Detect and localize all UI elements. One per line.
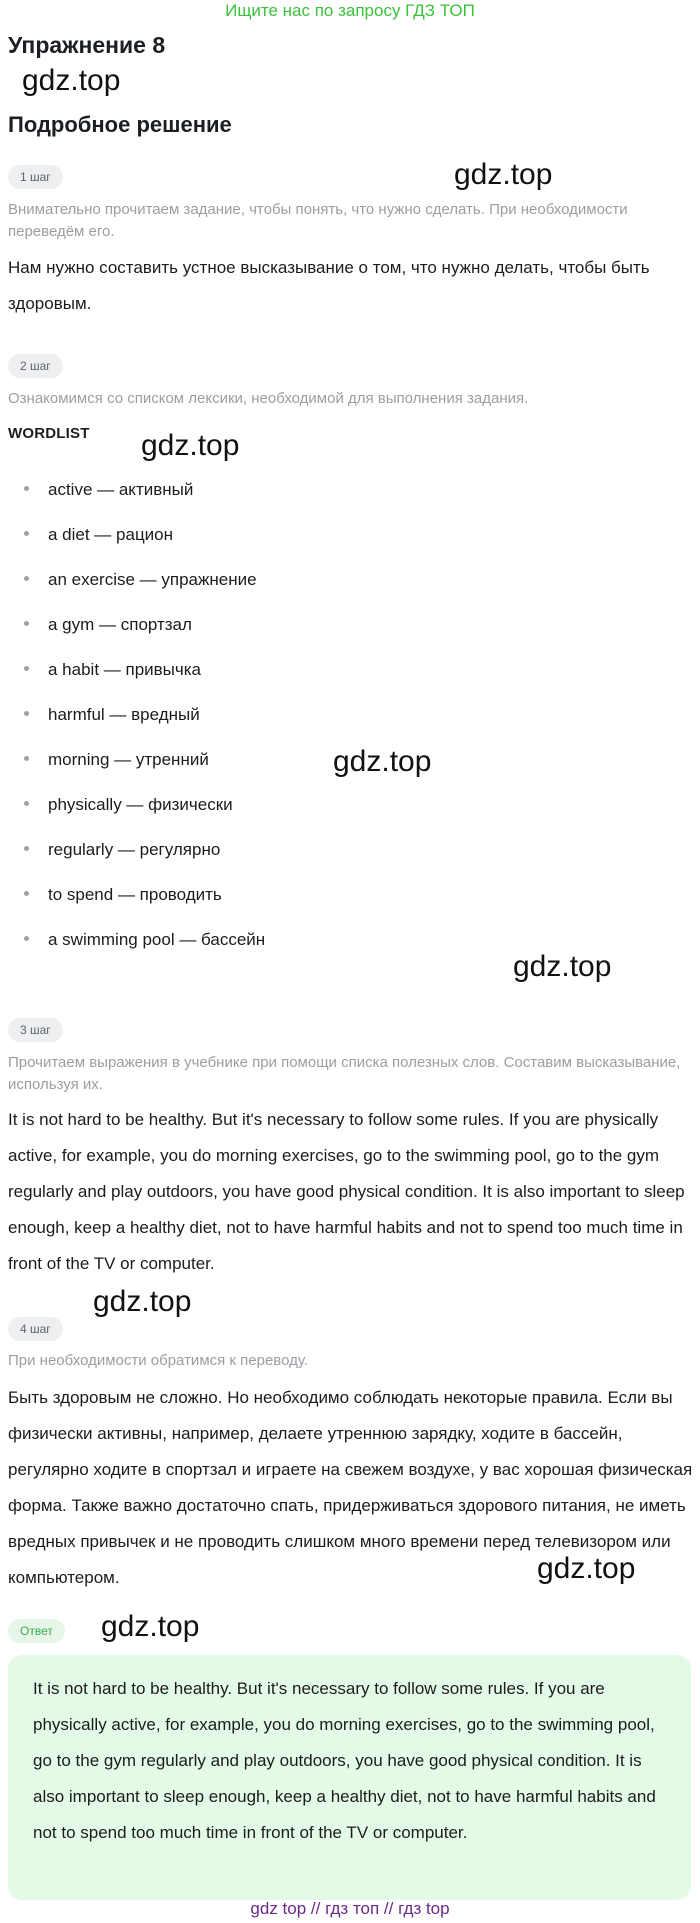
step-text-1: Нам нужно составить устное высказывание о том, что нужно делать, чтобы быть здоровым.	[8, 258, 650, 313]
watermark: gdz.top	[93, 1285, 192, 1318]
wordlist-item: harmful — вредный	[24, 704, 200, 726]
exercise-title: Упражнение 8	[8, 32, 166, 58]
wordlist-item: regularly — регулярно	[24, 839, 220, 861]
wordlist-heading: WORDLIST	[8, 425, 90, 442]
watermark: gdz.top	[101, 1610, 200, 1643]
bullet-icon	[24, 531, 29, 536]
wordlist-item: a gym — спортзал	[24, 614, 192, 636]
watermark: gdz.top	[333, 745, 432, 778]
bullet-icon	[24, 576, 29, 581]
step-badge-3: 3 шаг	[8, 1018, 63, 1042]
bullet-icon	[24, 891, 29, 896]
wordlist-item: to spend — проводить	[24, 884, 222, 906]
bullet-icon	[24, 666, 29, 671]
bullet-icon	[24, 846, 29, 851]
bullet-icon	[24, 711, 29, 716]
wordlist-item: a diet — рацион	[24, 524, 173, 546]
wordlist-item: a swimming pool — бассейн	[24, 929, 265, 951]
wordlist-item: active — активный	[24, 479, 193, 501]
wordlist-item: physically — физически	[24, 794, 233, 816]
step-badge-2: 2 шаг	[8, 354, 63, 378]
step-hint-2: Ознакомимся со списком лексики, необходимой для выполнения задания.	[8, 390, 529, 407]
watermark: gdz.top	[454, 158, 553, 191]
bullet-icon	[24, 936, 29, 941]
wordlist-item: morning — утренний	[24, 749, 209, 771]
section-title: Подробное решение	[8, 112, 232, 137]
step-hint-4: При необходимости обратимся к переводу.	[8, 1352, 309, 1369]
step-hint-3: Прочитаем выражения в учебнике при помощи списка полезных слов. Составим высказывание, используя их.	[8, 1054, 681, 1093]
step-badge-4: 4 шаг	[8, 1317, 63, 1341]
watermark: gdz.top	[537, 1552, 636, 1585]
wordlist-item: an exercise — упражнение	[24, 569, 257, 591]
answer-text: It is not hard to be healthy. But it's necessary to follow some rules. If you are physically active, for example, you do morning exercises, go to the swimming pool, go to the gym regularly and play outdoors, you have good physical condition. It is also important to sleep enough, keep a healthy diet, not to have harmful habits and not to spend too much time in front of the TV or computer.	[33, 1679, 656, 1842]
step-text-3: It is not hard to be healthy. But it's necessary to follow some rules. If you are physically active, for example, you do morning exercises, go to the swimming pool, go to the gym regularly and play outdoors, you have good physical condition. It is also important to sleep enough, keep a healthy diet, not to have harmful habits and not to spend too much time in front of the TV or computer.	[8, 1110, 685, 1273]
top-banner[interactable]: Ищите нас по запросу ГДЗ ТОП	[225, 1, 475, 20]
watermark: gdz.top	[513, 950, 612, 983]
answer-box	[8, 1655, 691, 1900]
answer-badge: Ответ	[8, 1619, 65, 1643]
wordlist-item: a habit — привычка	[24, 659, 201, 681]
step-badge-1: 1 шаг	[8, 165, 63, 189]
bullet-icon	[24, 801, 29, 806]
watermark: gdz.top	[22, 64, 121, 97]
step-text-4: Быть здоровым не сложно. Но необходимо соблюдать некоторые правила. Если вы физически активны, например, делаете утреннюю зарядку, ходите в бассейн, регулярно ходите в спортзал и играете на свежем воздухе, у вас хорошая физическая форма. Также важно достаточно спать, придерживаться здорового питания, не иметь вредных привычек и не проводить слишком много времени перед телевизором или компьютером.	[8, 1388, 693, 1587]
watermark: gdz.top	[141, 429, 240, 462]
bullet-icon	[24, 756, 29, 761]
bullet-icon	[24, 486, 29, 491]
step-hint-1: Внимательно прочитаем задание, чтобы понять, что нужно сделать. При необходимости переведём его.	[8, 201, 628, 240]
footer-links[interactable]: gdz top // гдз топ // гдз top	[250, 1899, 450, 1918]
bullet-icon	[24, 621, 29, 626]
